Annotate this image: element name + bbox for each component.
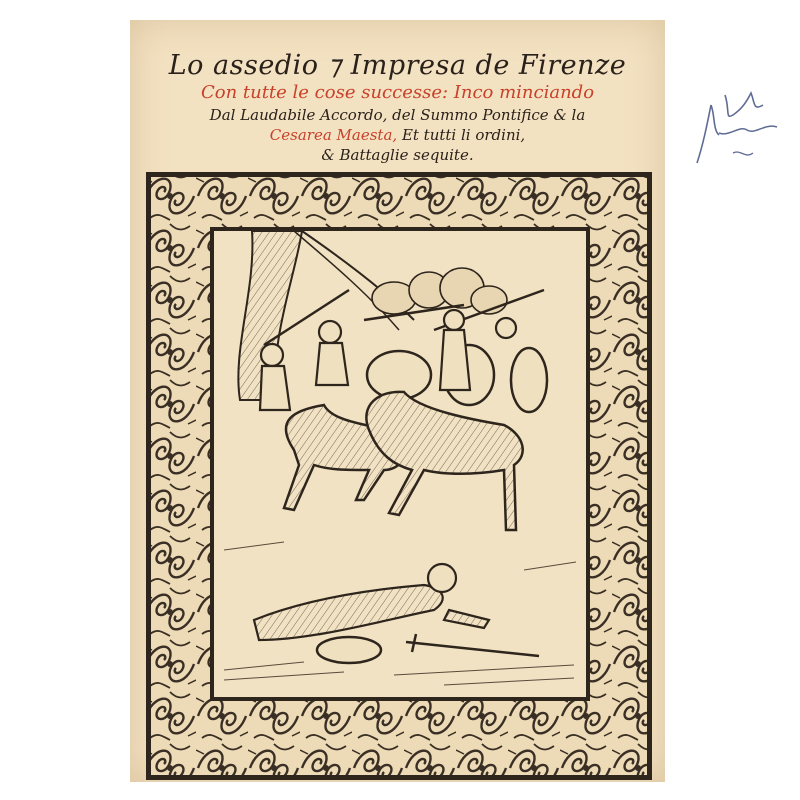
title-line-4-black: Et tutti li ordini, (397, 126, 526, 144)
woodcut-illustration (144, 170, 654, 782)
title-line-5: & Battaglie sequite. (321, 146, 474, 164)
title-line-2: Con tutte le cose successe: Inco minciando (200, 82, 595, 103)
handwritten-annotation (685, 75, 785, 170)
title-line-1: Lo assedio ⁊ Impresa de Firenze (168, 50, 627, 81)
fallen-shield (317, 637, 381, 663)
title-page (130, 20, 665, 782)
title-line-4-red: Cesarea Maesta, (269, 126, 398, 144)
title-line-3: Dal Laudabile Accordo, del Summo Pontifice & la (209, 106, 586, 124)
title-line-4 (130, 126, 665, 144)
